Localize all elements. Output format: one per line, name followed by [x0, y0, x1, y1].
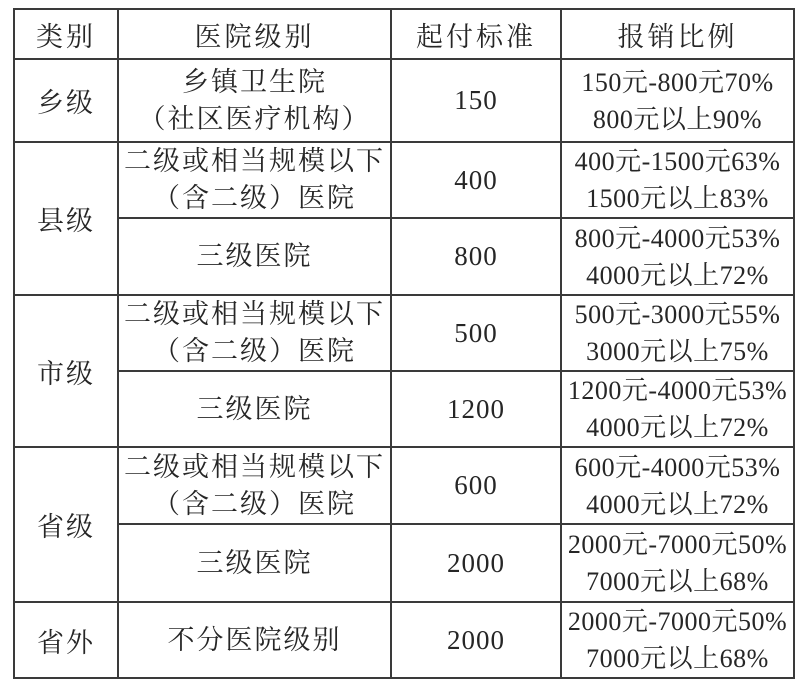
hospital-cell [118, 218, 391, 295]
ratio-line: 3000元以上75% [586, 337, 769, 366]
header-row [14, 9, 794, 59]
table-row [14, 59, 794, 142]
deductible-cell: 800 [391, 218, 561, 295]
reimbursement-table [13, 8, 795, 679]
hospital-line: 二级或相当规模以下 [124, 451, 385, 482]
category-cell: 省级 [14, 447, 118, 602]
table-row [14, 524, 794, 602]
deductible-cell: 500 [391, 295, 561, 371]
ratio-line: 150元-800元70% [581, 67, 774, 97]
deductible-cell: 2000 [391, 524, 561, 602]
ratio-cell [561, 295, 794, 371]
header-ratio: 报销比例 [561, 9, 794, 59]
table-row [14, 295, 794, 371]
hospital-cell [118, 447, 391, 524]
hospital-line: （含二级）医院 [153, 336, 356, 366]
ratio-cell [561, 524, 794, 602]
ratio-line: 4000元以上72% [586, 413, 769, 442]
deductible-cell: 600 [391, 447, 561, 524]
category-cell: 乡级 [14, 59, 118, 142]
hospital-cell [118, 602, 391, 678]
hospital-line: （含二级）医院 [153, 488, 356, 519]
ratio-line: 800元以上90% [592, 104, 763, 134]
ratio-line: 4000元以上72% [586, 489, 769, 519]
ratio-line: 600元-4000元53% [574, 452, 781, 482]
hospital-line: 不分医院级别 [167, 624, 342, 655]
deductible-cell: 2000 [391, 602, 561, 678]
deductible-cell: 400 [391, 142, 561, 218]
deductible-cell: 150 [391, 59, 561, 142]
ratio-line: 500元-3000元55% [574, 300, 781, 329]
ratio-cell [561, 218, 794, 295]
table-row [14, 371, 794, 447]
hospital-cell [118, 371, 391, 447]
ratio-line: 1500元以上83% [586, 184, 769, 213]
hospital-cell [118, 295, 391, 371]
ratio-cell [561, 142, 794, 218]
ratio-line: 2000元-7000元50% [567, 530, 788, 559]
ratio-line: 2000元-7000元50% [567, 607, 788, 636]
category-cell: 省外 [14, 602, 118, 678]
header-hospital-level: 医院级别 [118, 9, 391, 59]
hospital-line: 乡镇卫生院 [182, 66, 327, 97]
table-row [14, 218, 794, 295]
hospital-line: 三级医院 [196, 547, 313, 578]
ratio-line: 1200元-4000元53% [567, 376, 788, 405]
table-row [14, 447, 794, 524]
hospital-cell [118, 59, 391, 142]
ratio-cell [561, 371, 794, 447]
header-category: 类别 [14, 9, 118, 59]
hospital-line: 三级医院 [196, 241, 313, 271]
hospital-line: （含二级）医院 [153, 183, 356, 213]
hospital-cell [118, 524, 391, 602]
ratio-line: 4000元以上72% [586, 260, 769, 290]
ratio-line: 400元-1500元63% [574, 147, 781, 176]
ratio-line: 7000元以上68% [586, 644, 769, 673]
hospital-line: 二级或相当规模以下 [124, 299, 385, 329]
hospital-cell [118, 142, 391, 218]
ratio-line: 7000元以上68% [586, 567, 769, 596]
table-row [14, 142, 794, 218]
deductible-cell: 1200 [391, 371, 561, 447]
ratio-cell [561, 59, 794, 142]
table-row [14, 602, 794, 678]
ratio-cell [561, 602, 794, 678]
hospital-line: （社区医疗机构） [138, 103, 371, 134]
hospital-line: 二级或相当规模以下 [124, 146, 385, 176]
category-cell: 市级 [14, 295, 118, 447]
ratio-line: 800元-4000元53% [574, 223, 781, 253]
category-cell: 县级 [14, 142, 118, 295]
header-deductible: 起付标准 [391, 9, 561, 59]
medical-reimbursement-table [13, 8, 795, 679]
ratio-cell [561, 447, 794, 524]
hospital-line: 三级医院 [196, 393, 313, 424]
